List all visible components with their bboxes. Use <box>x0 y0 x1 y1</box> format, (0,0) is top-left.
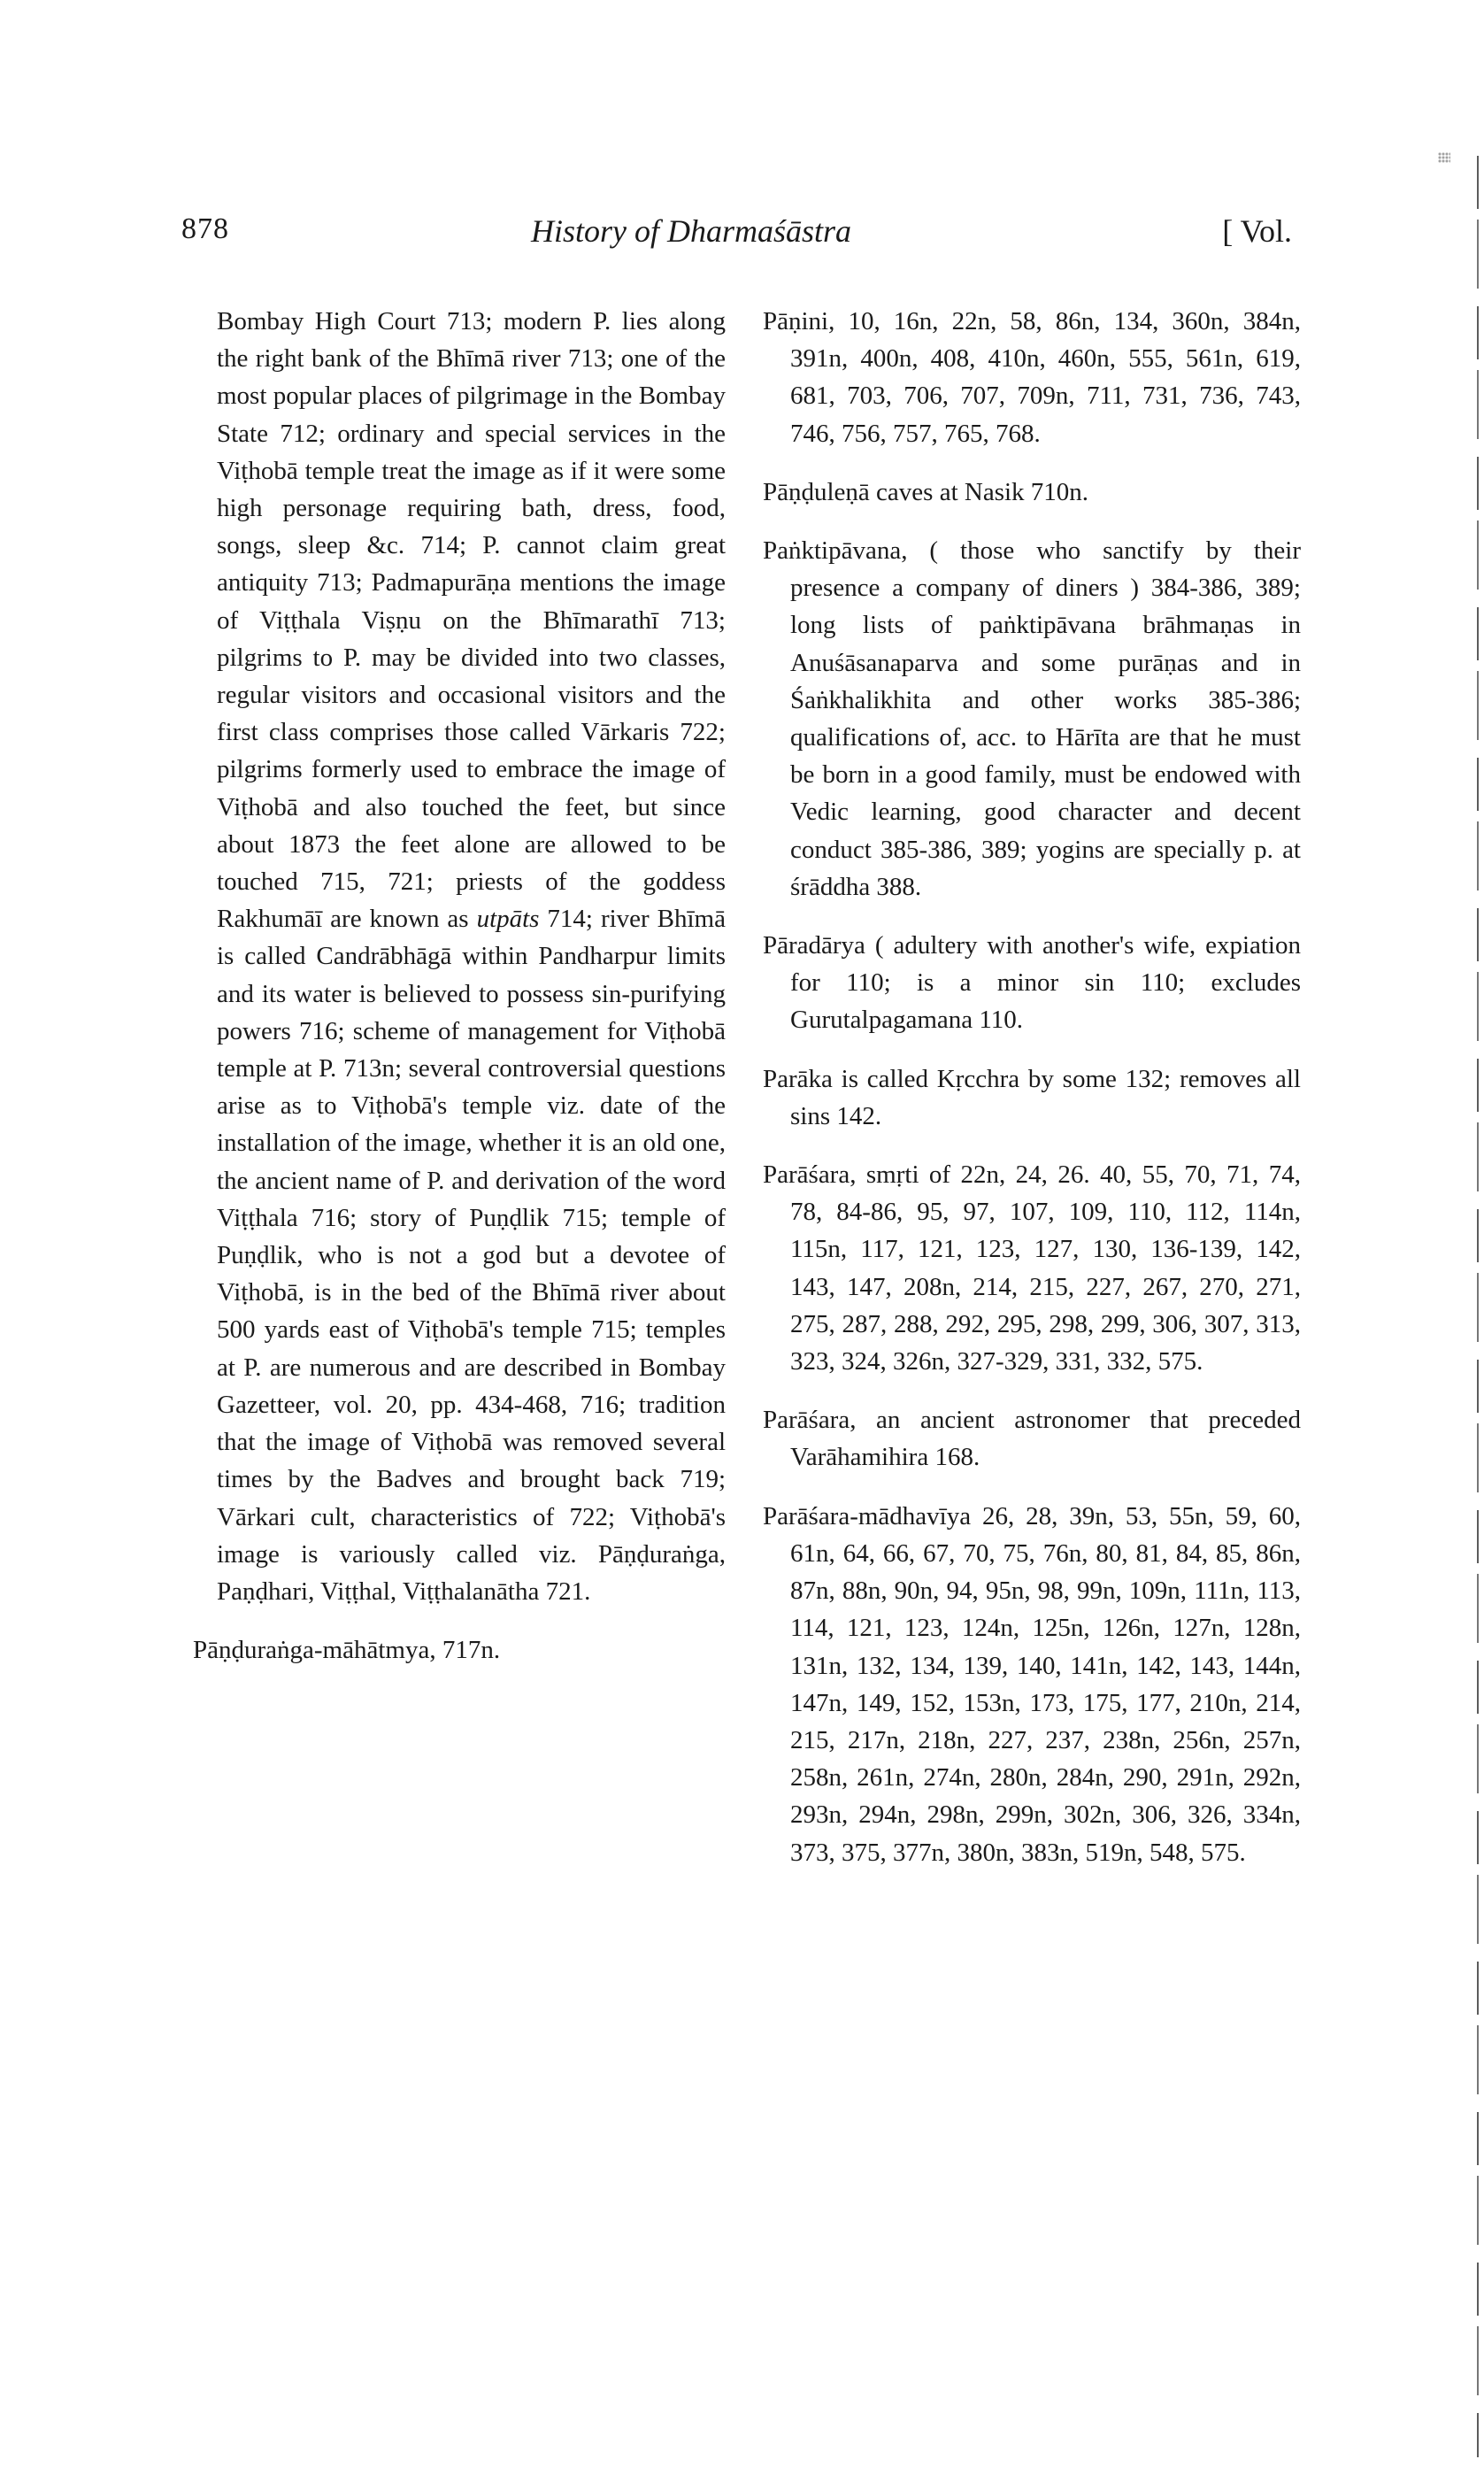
entry-text: Bombay High Court 713; modern P. lies along the right bank of the Bhīmā river 713; one of the most popular places of pilgrimage in the Bombay State 712; ordinary and special services in the Viṭhobā temple treat the image as if it were some high personage requiring bath, dress, food, songs, sleep &c. 714; P. cannot claim great antiquity 713; Padmapurāṇa mentions the image of Viṭṭhala Viṣṇu on the Bhīmarathī 713; pilgrims to P. may be divided into two classes, regular visitors and occasional visitors and the first class comprises those called Vārkaris 722; pilgrims formerly used to embrace the image of Viṭhobā and also touched the feet, but since about 1873 the feet alone are allowed to be touched 715, 721; priests of the goddess Rakhumāī are known as <box>217 307 726 934</box>
index-column-right <box>763 303 1301 1871</box>
page-number: 878 <box>181 212 229 245</box>
index-entry: Parāśara, an ancient astronomer that preceded Varāhamihira 168. <box>763 1406 1301 1472</box>
volume-mark: [ Vol. <box>1222 213 1292 249</box>
index-entry: Pāṇḍuraṅga-māhātmya, 717n. <box>193 1636 501 1665</box>
page-header <box>181 212 1292 266</box>
index-entry: Parāśara-mādhavīya 26, 28, 39n, 53, 55n, 59, 60, 61n, 64, 66, 67, 70, 75, 76n, 80, 81, 84, 85, 86n, 87n, 88n, 90n, 94, 95n, 98, 99n, 109n, 111n, 113, 114, 121, 123, 124n, 125n, 126n, 127n, 128n, 131n, 132, 134, 139, 140, 141n, 142, 143, 144n, 147n, 149, 152, 153n, 173, 175, 177, 210n, 214, 215, 217n, 218n, 227, 237, 238n, 256n, 257n, 258n, 261n, 274n, 280n, 284n, 290, 291n, 292n, 293n, 294n, 298n, 299n, 302n, 306, 326, 334n, 373, 375, 377n, 380n, 383n, 519n, 548, 575. <box>763 1501 1301 1867</box>
page-edge-line <box>1477 156 1479 2457</box>
entry-italic-term: utpāts <box>476 905 540 934</box>
index-entry: Parāśara, smṛti of 22n, 24, 26. 40, 55, 70, 71, 74, 78, 84-86, 95, 97, 107, 109, 110, 112, 114n, 115n, 117, 121, 123, 127, 130, 136-139, 142, 143, 147, 208n, 214, 215, 227, 267, 270, 271, 275, 287, 288, 292, 295, 298, 299, 306, 307, 313, 323, 324, 326n, 327-329, 331, 332, 575. <box>763 1160 1301 1376</box>
index-entry: Pāṇini, 10, 16n, 22n, 58, 86n, 134, 360n, 384n, 391n, 400n, 408, 410n, 460n, 555, 561n, 619, 681, 703, 706, 707, 709n, 711, 731, 736, 743, 746, 756, 757, 765, 768. <box>763 307 1301 448</box>
index-entry: Pāradārya ( adultery with another's wife, expiation for 110; is a minor sin 110; excludes Gurutalpagamana 110. <box>763 931 1301 1035</box>
running-title: History of Dharmaśāstra <box>531 213 852 249</box>
index-column-left <box>193 303 726 1669</box>
entry-text: 714; river Bhīmā is called Candrābhāgā within Pandharpur limits and its water is believed to possess sin-purifying powers 716; scheme of management for Viṭhobā temple at P. 713n; several controversial questions arise as to Viṭhobā's temple viz. date of the installation of the image, whether it is an old one, the ancient name of P. and derivation of the word Viṭṭhala 716; story of Puṇḍlik 715; temple of Puṇḍlik, who is not a god but a devotee of Viṭhobā, is in the bed of the Bhīmā river about 500 yards east of Viṭhobā's temple 715; temples at P. are numerous and are described in Bombay Gazetteer, vol. 20, pp. 434-468, 716; tradition that the image of Viṭhobā was removed several times by the Badves and brought back 719; Vārkari cult, characteristics of 722; Viṭhobā's image is variously called viz. Pāṇḍuraṅga, Paṇḍhari, Viṭṭhal, Viṭṭhalanātha 721. <box>217 905 726 1606</box>
scan-speck <box>1438 152 1450 163</box>
index-entry: Parāka is called Kṛcchra by some 132; removes all sins 142. <box>763 1064 1301 1130</box>
index-entry: Pāṇḍuleṇā caves at Nasik 710n. <box>763 477 1089 506</box>
index-entry-continuation <box>217 303 726 1610</box>
index-entry: Paṅktipāvana, ( those who sanctify by their presence a company of diners ) 384-386, 389; long lists of paṅktipāvana brāhmaṇas in Anuśāsanaparva and some purāṇas and in Śaṅkhalikhita and other works 385-386; qualifications of, acc. to Hārīta are that he must be born in a good family, must be endowed with Vedic learning, good character and decent conduct 385-386, 389; yogins are specially p. at śrāddha 388. <box>763 536 1301 901</box>
